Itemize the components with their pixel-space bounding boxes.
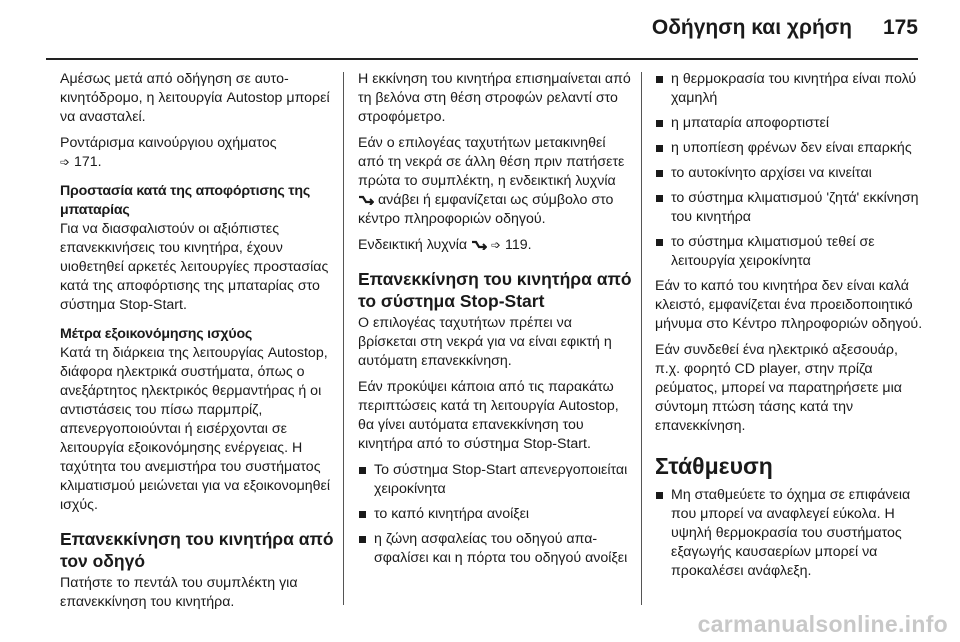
section-heading: Επανεκκίνηση του κινητήρα από τον οδηγό — [60, 529, 334, 571]
bullet-list — [655, 486, 923, 581]
list-item — [358, 461, 634, 499]
paragraph: Η εκκίνηση του κινητήρα επισημαίνεται από τη βελόνα στη θέση στροφών ρελαντί στο στροφόμετρο. — [358, 71, 631, 125]
arrow-ref-icon: ➩ — [60, 155, 71, 169]
list-item-text: Το σύστημα Stop-Start απενεργοποιείται χειροκίνητα — [374, 462, 628, 497]
header-rule — [46, 58, 918, 60]
list-item-text: η θερμοκρασία του κινητήρα είναι πολύ χαμηλή — [671, 71, 917, 106]
paragraph: Πατήστε το πεντάλ του συμπλέκτη για επανεκκίνηση του κινητήρα. — [60, 575, 298, 610]
bullet-list — [655, 70, 923, 271]
paragraph: Εάν προκύψει κάποια από τις παρακάτω περιπτώσεις κατά τη λειτουργία Autostop, θα γίνει αυτόματα επανεκκίνηση του κινητήρα από το σύστημα Stop-Start. — [358, 379, 619, 452]
page-reference[interactable]: 119. — [505, 237, 532, 253]
paragraph-text: Εάν ο επιλογέας ταχυτήτων μετακινηθεί από τη νεκρά σε άλλη θέση πριν πατήσετε πρώτα το συμπλέκτη, η ενδεικτική λυχνία — [358, 135, 625, 189]
paragraph — [60, 134, 336, 172]
subheading: Προστασία κατά της αποφόρτισης της μπαταρίας — [60, 183, 311, 218]
column-divider — [641, 72, 642, 605]
paragraph — [358, 134, 634, 229]
subheading: Μέτρα εξοικονόμησης ισχύος — [60, 326, 253, 342]
column-1 — [60, 70, 336, 619]
paragraph — [358, 236, 634, 255]
list-item-text: το καπό κινητήρα ανοίξει — [374, 506, 530, 522]
list-item-text: το σύστημα κλιματισμού 'ζητά' εκκίνηση του κινητήρα — [671, 190, 919, 225]
list-item — [358, 505, 634, 524]
paragraph: Ο επιλογέας ταχυτήτων πρέπει να βρίσκεται στη νεκρά για να είναι εφικτή η αυτόματη επανεκκίνηση. — [358, 315, 612, 369]
paragraph: Εάν το καπό του κινητήρα δεν είναι καλά κλειστό, εμφανίζεται ένα προειδοποιητικό μήνυμα στο Κέντρο πληροφοριών οδηγού. — [655, 278, 923, 332]
list-item — [655, 233, 923, 271]
paragraph: Αμέσως μετά από οδήγηση σε αυτοκινητόδρομο, η λειτουργία Autostop μπορεί να ανασταλεί. — [60, 71, 330, 125]
list-item — [655, 486, 923, 581]
paragraph-text: Ροντάρισμα καινούργιου οχήματος — [60, 135, 277, 151]
bullet-square-icon — [359, 511, 366, 518]
list-item-text: η μπαταρία αποφορτιστεί — [671, 115, 830, 131]
list-item-text: η υποπίεση φρένων δεν είναι επαρκής — [671, 140, 912, 156]
list-item — [655, 114, 923, 133]
section-heading: Επανεκκίνηση του κινητήρα από το σύστημα Stop-Start — [358, 269, 632, 311]
paragraph: Κατά τη διάρκεια της λειτουργίας Autostop, διάφορα ηλεκτρικά συστήματα, όπως ο ανεξάρτητος ηλεκτρικός θερμαντήρας ή οι αντιστάσεις του πίσω παρμπρίζ, απενεργοποιούνται ή εισέρχονται σε λειτουργία εξοικονόμησης ενέργειας. Η ταχύτητα του ανεμιστήρα του συστήματος κλιματισμού μειώνεται για να εξοικονομηθεί ισχύς. — [60, 345, 331, 513]
page-number: 175 — [882, 16, 918, 39]
list-item — [655, 139, 923, 158]
bullet-square-icon — [656, 120, 663, 127]
autostop-lamp-icon — [471, 240, 487, 250]
watermark: carmanualsonline.info — [697, 611, 948, 637]
list-item — [655, 189, 923, 227]
column-divider — [343, 72, 344, 605]
bullet-square-icon — [656, 76, 663, 83]
bullet-square-icon — [656, 492, 663, 499]
bullet-square-icon — [359, 467, 366, 474]
page-header — [0, 0, 960, 60]
page-reference[interactable]: 171. — [74, 154, 102, 170]
section-heading: Στάθμευση — [655, 453, 773, 479]
arrow-ref-icon: ➩ — [491, 238, 502, 252]
column-2 — [358, 70, 634, 574]
list-item-text: η ζώνη ασφαλείας του οδηγού απασφαλίσει και η πόρτα του οδηγού ανοίξει — [374, 531, 628, 566]
autostop-lamp-icon — [358, 195, 374, 205]
bullet-square-icon — [656, 145, 663, 152]
bullet-list — [358, 461, 634, 568]
list-item-text: το αυτοκίνητο αρχίσει να κινείται — [671, 165, 872, 181]
paragraph-text: ανάβει ή εμφανίζεται ως σύμβολο στο κέντρο πληροφοριών οδηγού. — [358, 192, 614, 227]
list-item — [655, 70, 923, 108]
paragraph: Εάν συνδεθεί ένα ηλεκτρικό αξεσουάρ, π.χ. φορητό CD player, στην πρίζα ρεύματος, μπορεί να παρατηρήσετε μια σύντομη πτώση τάσης κατά την επανεκκίνηση. — [655, 342, 902, 434]
list-item — [358, 530, 634, 568]
section-title: Οδήγηση και χρήση — [651, 16, 852, 39]
paragraph: Για να διασφαλιστούν οι αξιόπιστες επανεκκινήσεις του κινητήρα, έχουν υιοθετηθεί αρκετές λειτουργίες προστασίας κατά της αποφόρτισης της μπαταρίας στο σύστημα Stop-Start. — [60, 221, 329, 313]
paragraph-text: Ενδεικτική λυχνία — [358, 237, 468, 253]
list-item — [655, 164, 923, 183]
list-item-text: το σύστημα κλιματισμού τεθεί σε λειτουργία χειροκίνητα — [671, 234, 875, 269]
bullet-square-icon — [656, 239, 663, 246]
list-item-text: Μη σταθμεύετε το όχημα σε επιφάνεια που μπορεί να αναφλεγεί εύκολα. Η υψηλή θερμοκρασία του συστήματος εξαγωγής καυσαερίων μπορεί να προκαλέσει ανάφλεξη. — [671, 487, 911, 579]
bullet-square-icon — [359, 536, 366, 543]
bullet-square-icon — [656, 195, 663, 202]
bullet-square-icon — [656, 170, 663, 177]
column-3 — [655, 70, 923, 587]
